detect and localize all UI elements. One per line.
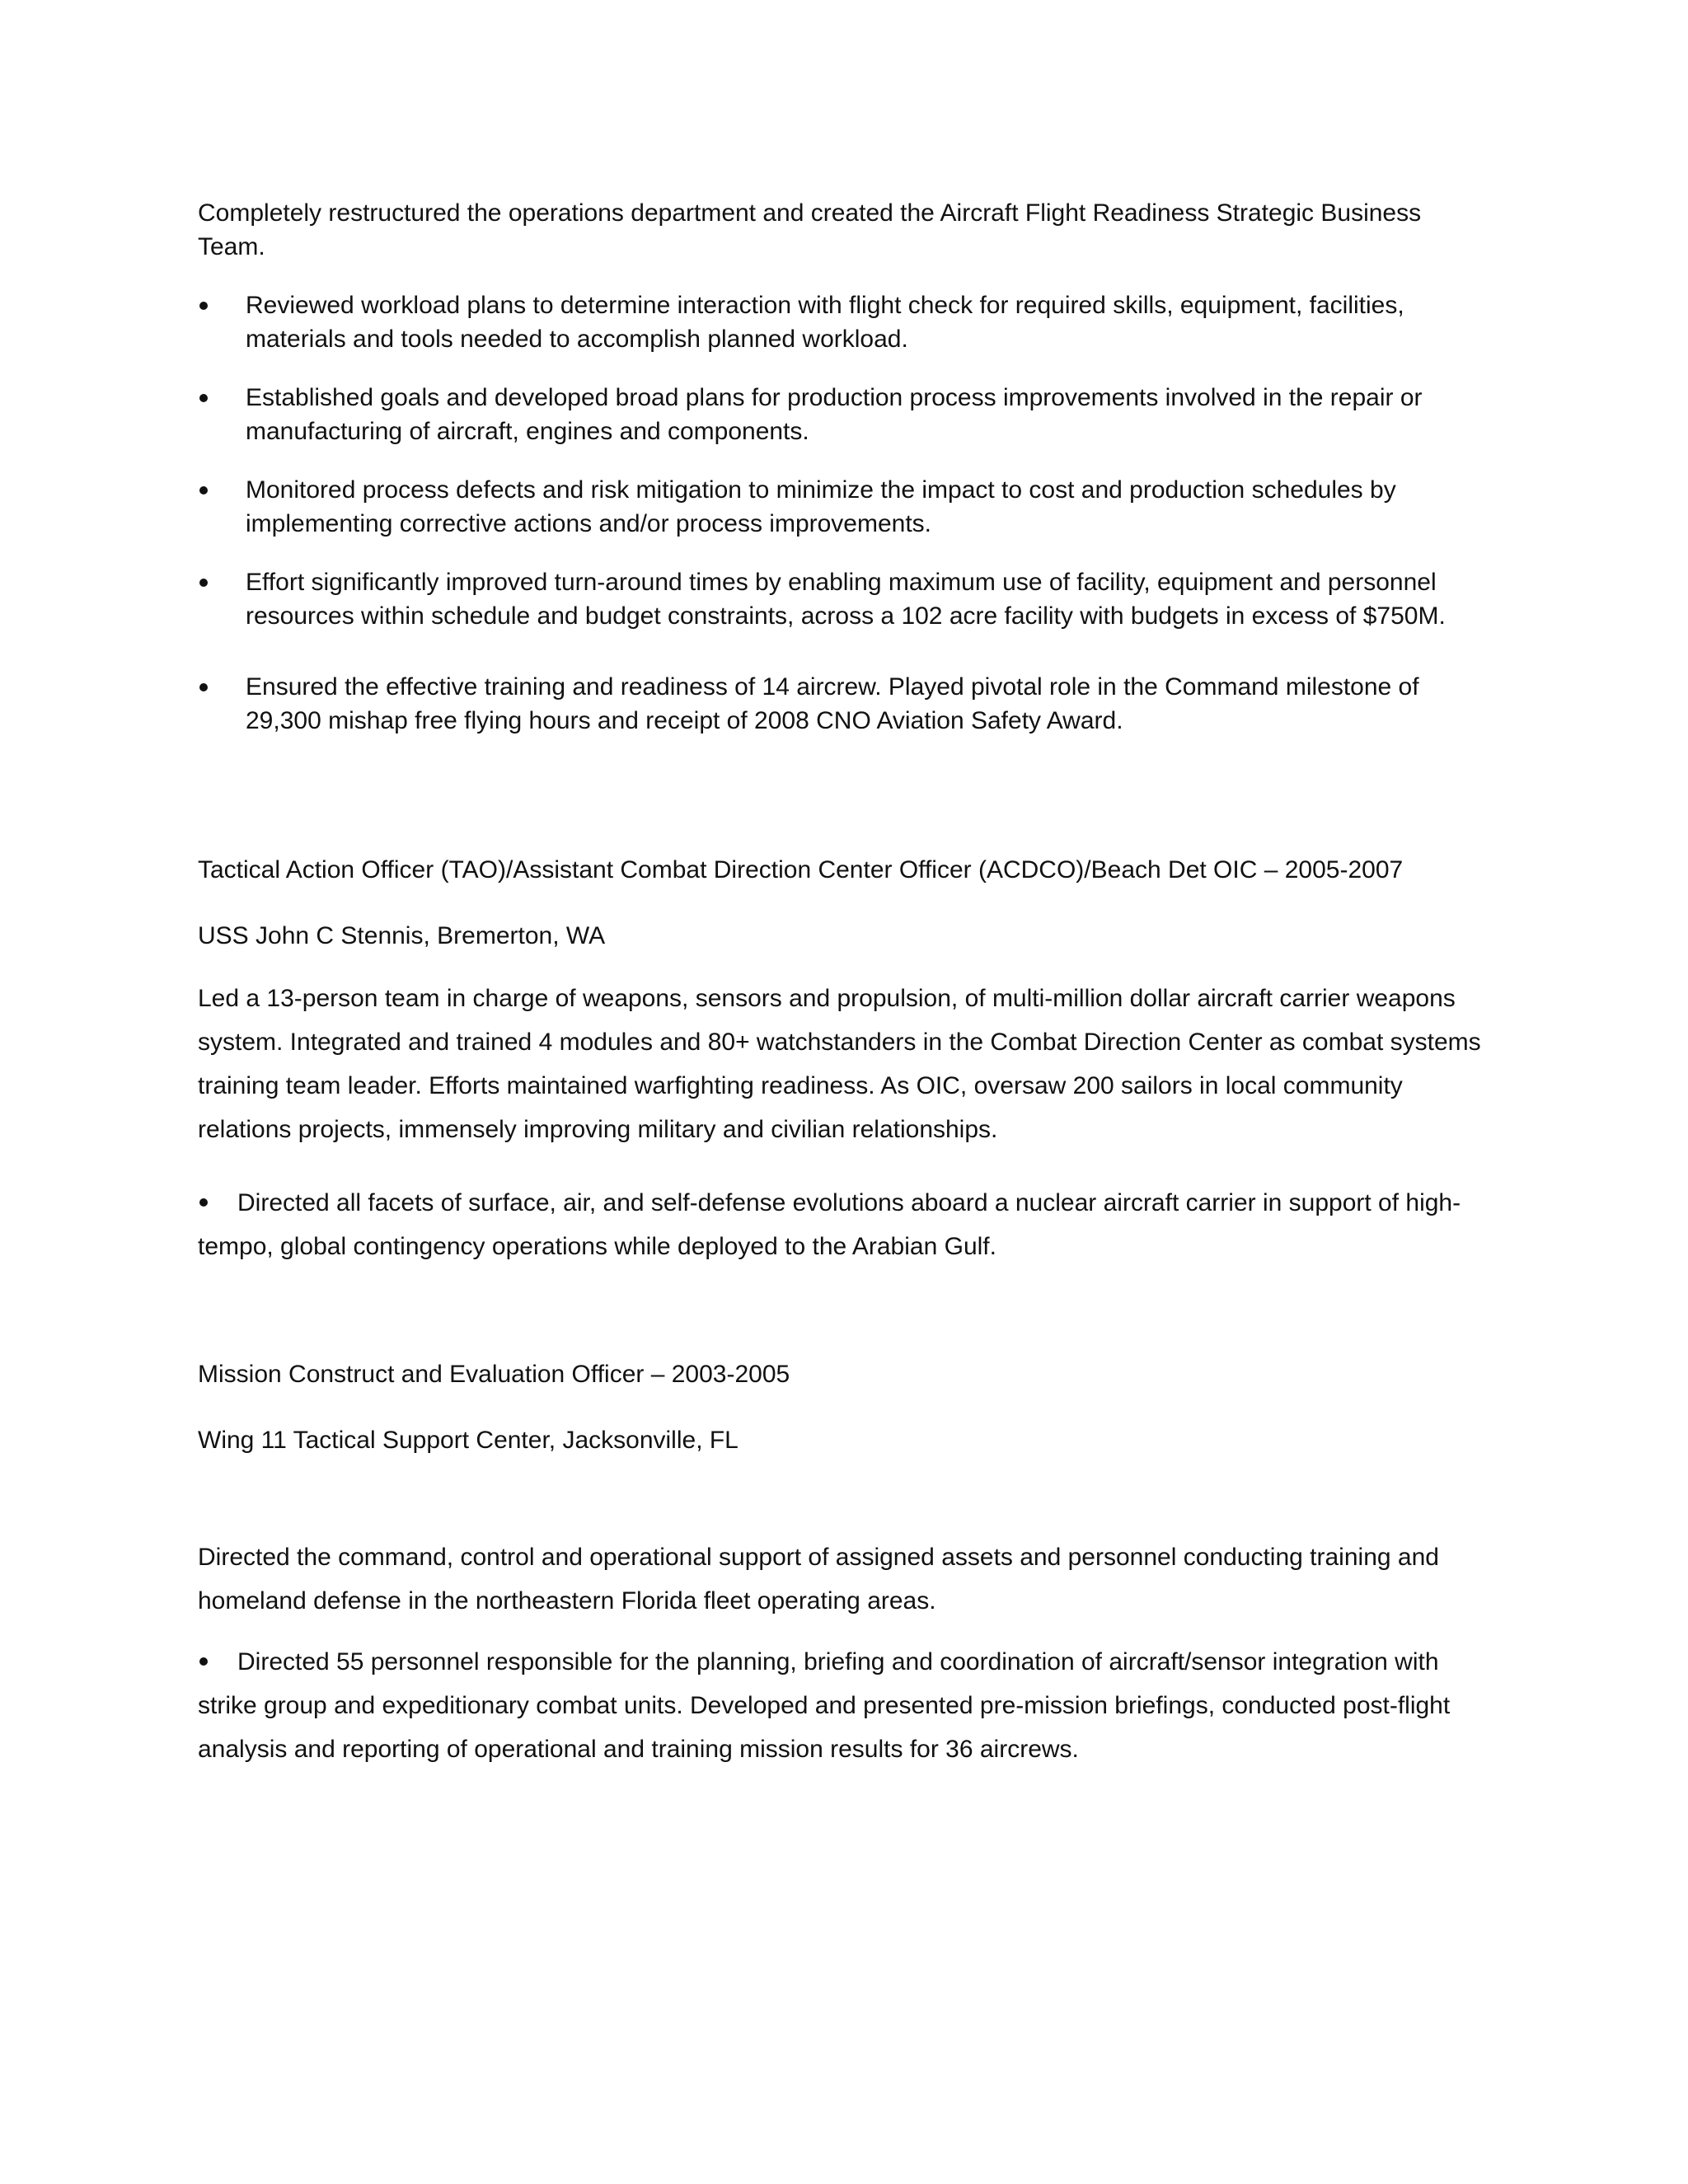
- list-item: [198, 381, 1500, 448]
- bullet-text: Directed all facets of surface, air, and self-defense evolutions aboard a nuclear aircraft carrier in support of high-tempo, global contingency operations while deployed to the Arabian Gulf.: [198, 1189, 1461, 1260]
- bullet-icon: [199, 579, 208, 587]
- bullet-text: Ensured the effective training and readiness of 14 aircrew. Played pivotal role in the Command milestone of 29,300 mishap free flying hours and receipt of 2008 CNO Aviation Safety Award.: [246, 673, 1419, 734]
- position-bullet: [198, 1640, 1492, 1771]
- bullet-text: Reviewed workload plans to determine interaction with flight check for required skills, equipment, facilities, materials and tools needed to accomplish planned workload.: [246, 292, 1404, 353]
- list-item: [198, 473, 1500, 541]
- list-item: [198, 670, 1500, 738]
- bullet-icon: [199, 486, 208, 494]
- bullet-text: Directed 55 personnel responsible for the planning, briefing and coordination of aircraft/sensor integration with strike group and expeditionary combat units. Developed and presented pre-mission briefings, conducted post-flight analysis and reporting of operational and training mission results for 36 aircrews.: [198, 1648, 1451, 1763]
- list-item: [198, 288, 1500, 356]
- bullet-text: Established goals and developed broad plans for production process improvements involved in the repair or manufacturing of aircraft, engines and components.: [246, 384, 1423, 445]
- list-item: [198, 565, 1500, 633]
- section1-intro: Completely restructured the operations department and created the Aircraft Flight Readiness Strategic Business Team.: [198, 199, 1422, 260]
- position-title: Tactical Action Officer (TAO)/Assistant Combat Direction Center Officer (ACDCO)/Beach Det OIC – 2005-2007: [198, 856, 1404, 883]
- position-location: USS John C Stennis, Bremerton, WA: [198, 922, 606, 949]
- position-bullet: [198, 1181, 1492, 1268]
- position-summary: Directed the command, control and operational support of assigned assets and personnel conducting training and homeland defense in the northeastern Florida fleet operating areas.: [198, 1544, 1439, 1615]
- bullet-icon: [199, 394, 208, 402]
- bullet-icon: [199, 302, 208, 310]
- bullet-icon: [199, 683, 208, 691]
- bullet-text: Effort significantly improved turn-around times by enabling maximum use of facility, equipment and personnel resources within schedule and budget constraints, across a 102 acre facility with budgets in excess of $750M.: [246, 569, 1446, 630]
- bullet-text: Monitored process defects and risk mitigation to minimize the impact to cost and production schedules by implementing corrective actions and/or process improvements.: [246, 476, 1396, 537]
- position-location: Wing 11 Tactical Support Center, Jacksonville, FL: [198, 1427, 738, 1454]
- section1-bullet-list: [198, 288, 1500, 738]
- bullet-icon: [199, 1657, 208, 1666]
- bullet-icon: [199, 1198, 208, 1207]
- position-title: Mission Construct and Evaluation Officer – 2003-2005: [198, 1361, 790, 1388]
- position-summary: Led a 13-person team in charge of weapons, sensors and propulsion, of multi-million dollar aircraft carrier weapons system. Integrated and trained 4 modules and 80+ watchstanders in the Combat Direction Center as combat systems training team leader. Efforts maintained warfighting readiness. As OIC, oversaw 200 sailors in local community relations projects, immensely improving military and civilian relationships.: [198, 985, 1481, 1143]
